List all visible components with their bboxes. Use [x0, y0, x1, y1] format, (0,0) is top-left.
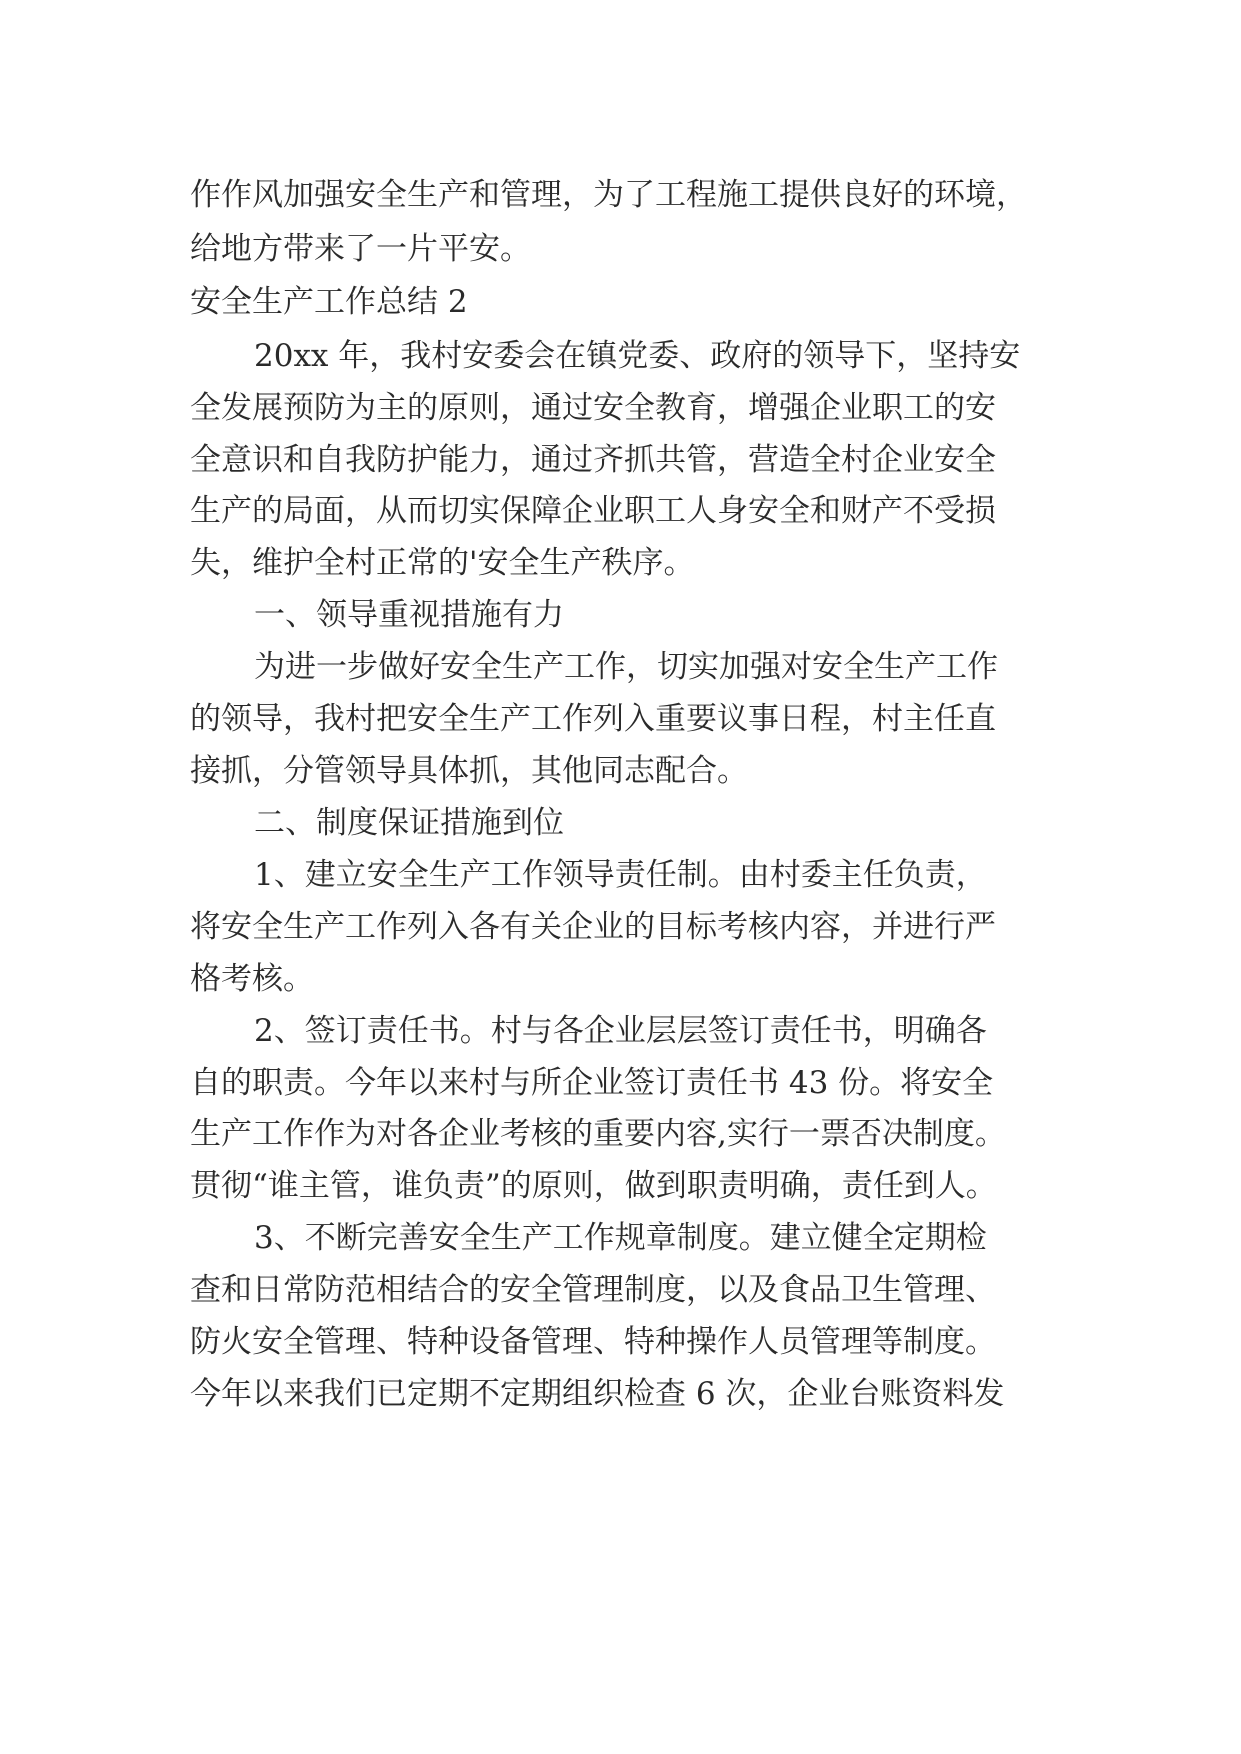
text-line: 接抓，分管领导具体抓，其他同志配合。	[190, 753, 748, 789]
text-line: 生产工作作为对各企业考核的重要内容,实行一票否决制度。	[190, 1116, 1006, 1152]
paragraph-first-line: 20xx 年，我村安委会在镇党委、政府的领导下，坚持安	[254, 338, 1021, 374]
paragraph-first-line: 为进一步做好安全生产工作，切实加强对安全生产工作	[254, 649, 998, 685]
text-line: 将安全生产工作列入各有关企业的目标考核内容，并进行严	[190, 909, 996, 945]
text-line: 作作风加强安全生产和管理，为了工程施工提供良好的环境，	[190, 177, 1027, 213]
text-line: 防火安全管理、特种设备管理、特种操作人员管理等制度。	[190, 1324, 996, 1360]
text-line: 全意识和自我防护能力，通过齐抓共管，营造全村企业安全	[190, 442, 996, 478]
paragraph-first-line: 1、建立安全生产工作领导责任制。由村委主任负责，	[254, 857, 987, 893]
text-line: 贯彻“谁主管，谁负责”的原则，做到职责明确，责任到人。	[190, 1168, 997, 1204]
subheading: 一、领导重视措施有力	[254, 597, 564, 633]
section-title: 安全生产工作总结 2	[190, 284, 468, 320]
paragraph-first-line: 2、签订责任书。村与各企业层层签订责任书，明确各	[254, 1013, 987, 1049]
text-line: 给地方带来了一片平安。	[190, 231, 531, 267]
text-line: 查和日常防范相结合的安全管理制度，以及食品卫生管理、	[190, 1272, 996, 1308]
text-line: 失，维护全村正常的'安全生产秩序。	[190, 545, 695, 581]
text-line: 格考核。	[190, 961, 314, 997]
text-line: 生产的局面，从而切实保障企业职工人身安全和财产不受损	[190, 493, 996, 529]
text-line: 的领导，我村把安全生产工作列入重要议事日程，村主任直	[190, 701, 996, 737]
subheading: 二、制度保证措施到位	[254, 805, 564, 841]
text-line: 全发展预防为主的原则，通过安全教育，增强企业职工的安	[190, 390, 996, 426]
paragraph-first-line: 3、不断完善安全生产工作规章制度。建立健全定期检	[254, 1220, 987, 1256]
text-line: 自的职责。今年以来村与所企业签订责任书 43 份。将安全	[190, 1065, 994, 1101]
text-line: 今年以来我们已定期不定期组织检查 6 次，企业台账资料发	[190, 1376, 1005, 1412]
